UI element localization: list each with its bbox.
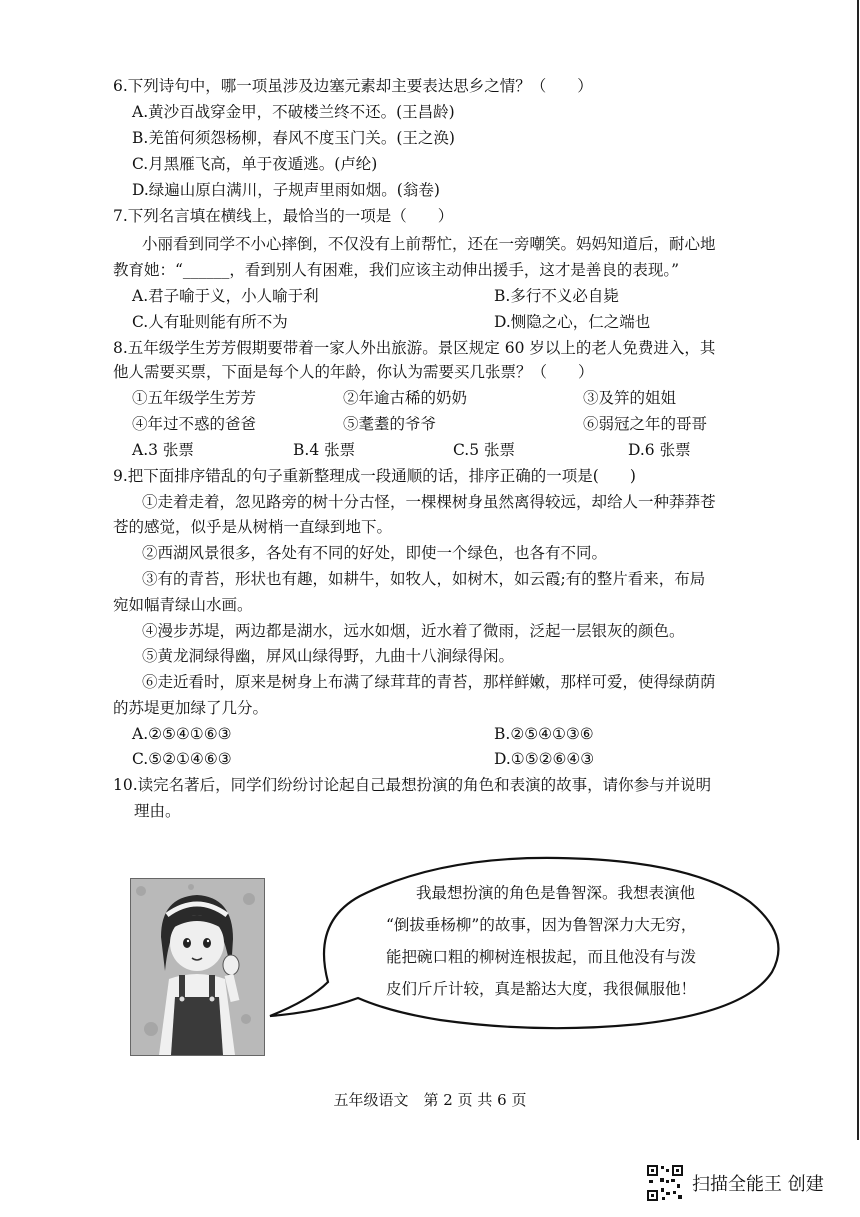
q8-option-b: B.4 张票 [293, 441, 356, 459]
q9-sentence-3-line1: ③有的青苔，形状也有趣，如耕牛，如牧人，如树木，如云霞;有的整片看来，布局 [142, 570, 706, 588]
q7-option-b: B.多行不义必自毙 [494, 287, 619, 305]
q9-sentence-5: ⑤黄龙洞绿得幽，屏风山绿得野，九曲十八涧绿得闲。 [142, 647, 515, 665]
q7-option-c: C.人有耻则能有所不为 [132, 313, 288, 331]
q8-person-4: ④年过不惑的爸爸 [132, 415, 257, 433]
bubble-line-4: 皮们斤斤计较，真是豁达大度，我很佩服他！ [386, 980, 697, 998]
bubble-line-3: 能把碗口粗的柳树连根拔起，而且他没有与泼 [386, 948, 697, 966]
q9-sentence-6-line2: 的苏堤更加绿了几分。 [113, 699, 269, 717]
q6-option-c: C.月黑雁飞高，单于夜遁逃。(卢纶) [132, 155, 378, 173]
q9-stem: 9.把下面排序错乱的句子重新整理成一段通顺的话，排序正确的一项是( ) [113, 467, 636, 485]
scanner-label: 扫描全能王 创建 [692, 1174, 824, 1195]
q8-option-c: C.5 张票 [453, 441, 516, 459]
q9-sentence-6-line1: ⑥走近看时，原来是树身上布满了绿茸茸的青苔，那样鲜嫩，那样可爱，使得绿荫荫 [142, 673, 716, 691]
q9-option-d: D.①⑤②⑥④③ [494, 750, 595, 768]
scanner-watermark [646, 1164, 824, 1202]
q8-option-a: A.3 张票 [132, 441, 194, 459]
bubble-line-2: “倒拔垂杨柳”的故事，因为鲁智深力大无穷， [386, 916, 697, 934]
page-footer: 五年级语文 第 2 页 共 6 页 [333, 1091, 527, 1109]
q7-stem: 7.下列名言填在横线上，最恰当的一项是（ ） [113, 207, 454, 225]
q9-sentence-1-line2: 苍的感觉，似乎是从树梢一直绿到地下。 [113, 518, 393, 536]
q10-stem-line2: 理由。 [134, 802, 181, 820]
q6-stem: 6.下列诗句中，哪一项虽涉及边塞元素却主要表达思乡之情？（ ） [113, 77, 593, 95]
q8-person-3: ③及笄的姐姐 [583, 389, 677, 407]
q8-option-d: D.6 张票 [628, 441, 691, 459]
q7-passage-line1: 小丽看到同学不小心摔倒，不仅没有上前帮忙，还在一旁嘲笑。妈妈知道后，耐心地 [142, 235, 716, 253]
q6-option-a: A.黄沙百战穿金甲，不破楼兰终不还。(王昌龄) [132, 103, 455, 121]
q8-stem-line2: 他人需要买票，下面是每个人的年龄，你认为需要买几张票？（ ） [113, 363, 594, 381]
q9-sentence-3-line2: 宛如幅青绿山水画。 [113, 596, 253, 614]
q8-stem-line1: 8.五年级学生芳芳假期要带着一家人外出旅游。景区规定 60 岁以上的老人免费进入，其 [113, 339, 716, 357]
q7-passage-line2: 教育她：“______，看到别人有困难，我们应该主动伸出援手，这才是善良的表现。” [113, 261, 680, 279]
q9-option-a: A.②⑤④①⑥③ [132, 725, 232, 743]
q8-person-2: ②年逾古稀的奶奶 [343, 389, 468, 407]
q10-stem-line1: 10.读完名著后，同学们纷纷讨论起自己最想扮演的角色和表演的故事，请你参与并说明 [113, 776, 712, 794]
q9-option-b: B.②⑤④①③⑥ [494, 725, 594, 743]
q9-sentence-1-line1: ①走着走着，忽见路旁的树十分古怪，一棵棵树身虽然离得较远，却给人一种莽莽苍 [142, 493, 716, 511]
q8-person-6: ⑥弱冠之年的哥哥 [583, 415, 708, 433]
q6-option-b: B.羌笛何须怨杨柳，春风不度玉门关。(王之涣) [132, 129, 455, 147]
q8-person-1: ①五年级学生芳芳 [132, 389, 257, 407]
q6-option-d: D.绿遍山原白满川，子规声里雨如烟。(翁卷) [132, 181, 440, 199]
bubble-line-1: 我最想扮演的角色是鲁智深。我想表演他 [416, 884, 696, 902]
q9-option-c: C.⑤②①④⑥③ [132, 750, 232, 768]
q7-option-d: D.恻隐之心，仁之端也 [494, 313, 651, 331]
q8-person-5: ⑤耄耋的爷爷 [343, 415, 437, 433]
page-edge-rule [857, 0, 859, 1140]
q9-sentence-2: ②西湖风景很多，各处有不同的好处，即使一个绿色，也各有不同。 [142, 544, 608, 562]
qr-code-icon [646, 1164, 684, 1202]
q7-option-a: A.君子喻于义，小人喻于利 [132, 287, 319, 305]
speech-bubble [240, 852, 800, 1032]
q9-sentence-4: ④漫步苏堤，两边都是湖水，远水如烟，近水着了微雨，泛起一层银灰的颜色。 [142, 622, 685, 640]
